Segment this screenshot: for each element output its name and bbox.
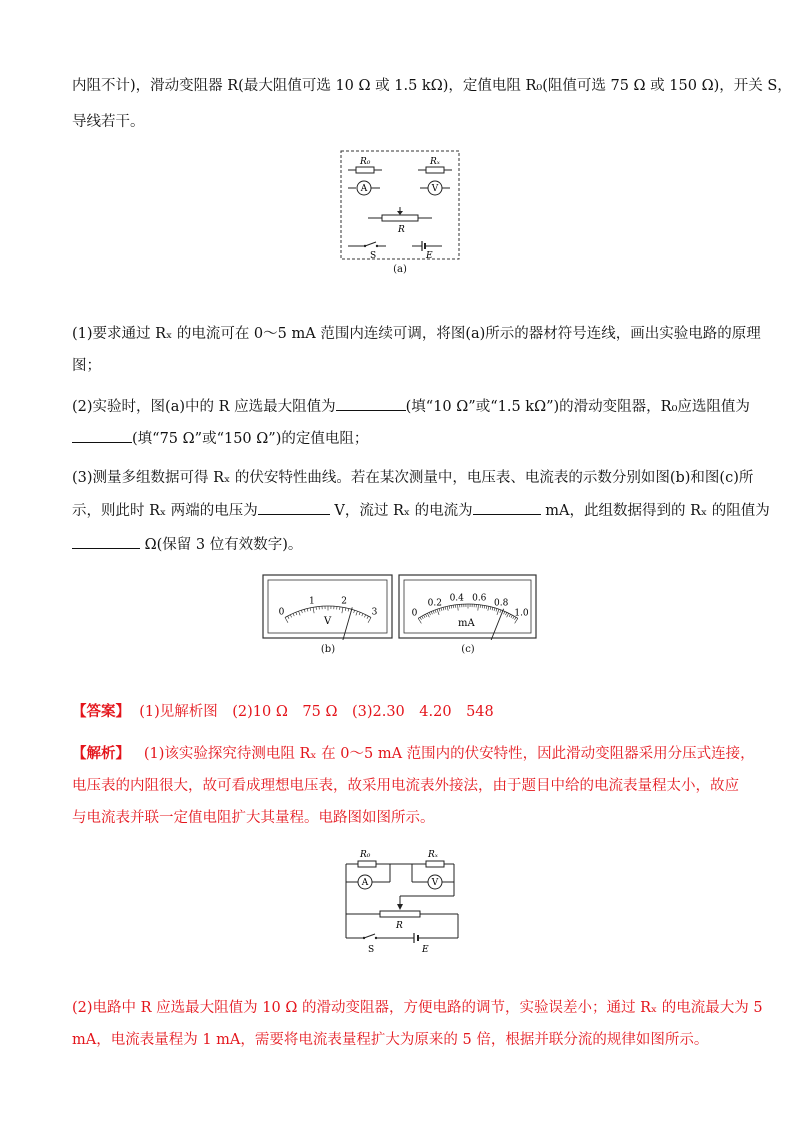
circuit-label-voltmeter: V [431, 878, 439, 888]
q2-line-2b: (填“75 Ω”或“150 Ω”)的定值电阻； [132, 431, 369, 447]
analysis-line-1 [72, 744, 755, 764]
analysis-label: 【解析】 [72, 745, 130, 762]
figure-b-caption: (b) [320, 644, 336, 655]
q2-line-2 [72, 428, 368, 449]
answer-label: 【答案】 [72, 703, 130, 720]
fig-c-unit: mA [458, 618, 475, 629]
fig-a-label-switch: S [370, 251, 377, 261]
fig-b-unit: V [324, 616, 332, 627]
circuit-label-battery: E [422, 945, 429, 955]
fig-c-tick-label: 0.8 [494, 598, 509, 609]
answer-line [72, 702, 494, 722]
q2-line-1 [72, 396, 750, 417]
intro-line-1: 内阻不计)，滑动变阻器 R(最大阻值可选 10 Ω 或 1.5 kΩ)，定值电阻 R₀(阻值可选 75 Ω 或 150 Ω)，开关 S， [72, 78, 792, 94]
fig-b-tick-label: 1 [308, 596, 315, 607]
answer-blank-current[interactable] [473, 500, 541, 515]
figure-c-caption: (c) [461, 644, 475, 655]
analysis2-line-1: (2)电路中 R 应选最大阻值为 10 Ω 的滑动变阻器，方便电路的调节，实验误差小；通过 Rₓ 的电流最大为 5 [72, 1000, 763, 1016]
q3-line-2c: mA，此组数据得到的 Rₓ 的阻值为 [545, 503, 770, 519]
fig-b-tick-label: 2 [341, 596, 348, 607]
answer-blank-r0[interactable] [72, 428, 132, 443]
analysis-line-3: 与电流表并联一定值电阻扩大其量程。电路图如图所示。 [72, 810, 435, 826]
answer-blank-voltage[interactable] [258, 500, 330, 515]
rheostat-icon [382, 215, 418, 221]
q3-line-3 [72, 534, 302, 555]
q2-line-1b: (填“10 Ω”或“1.5 kΩ”)的滑动变阻器，R₀应选阻值为 [405, 399, 750, 415]
fig-a-label-ammeter: A [360, 184, 368, 194]
circuit-label-switch: S [368, 945, 375, 955]
q1-line-2: 图； [72, 358, 101, 374]
q3-line-1: (3)测量多组数据可得 Rₓ 的伏安特性曲线。若在某次测量中，电压表、电流表的示数分别如图(b)和图(c)所 [72, 470, 754, 486]
analysis2-line-2: mA，电流表量程为 1 mA，需要将电流表量程扩大为原来的 5 倍，根据并联分流的规律如图所示。 [72, 1032, 709, 1048]
fig-c-tick-label: 0 [411, 608, 418, 619]
fig-c-tick-label: 0.4 [449, 593, 464, 604]
q3-line-2a: 示，则此时 Rₓ 两端的电压为 [72, 503, 258, 519]
analysis-text-1: (1)该实验探究待测电阻 Rₓ 在 0～5 mA 范围内的伏安特性，因此滑动变阻器采用分压式连接， [143, 746, 755, 762]
q3-line-3b: Ω(保留 3 位有效数字)。 [144, 537, 303, 553]
q1-line-1: (1)要求通过 Rₓ 的电流可在 0～5 mA 范围内连续可调，将图(a)所示的器材符号连线，画出实验电路的原理 [72, 326, 761, 342]
fig-b-tick-label: 0 [278, 607, 285, 618]
answer-blank-resistance[interactable] [72, 534, 140, 549]
circuit-label-rheostat: R [396, 921, 403, 931]
answer-text: (1)见解析图 (2)10 Ω 75 Ω (3)2.30 4.20 548 [139, 704, 494, 720]
circuit-label-ammeter: A [361, 878, 369, 888]
circuit-diagram [330, 846, 464, 958]
fig-a-label-rx: Rₓ [430, 157, 440, 167]
answer-blank-r[interactable] [336, 396, 406, 411]
figure-b-voltmeter [262, 574, 394, 640]
q3-line-2 [72, 500, 770, 521]
fig-a-label-voltmeter: V [431, 184, 439, 194]
fig-c-tick-label: 0.2 [427, 598, 442, 609]
q2-line-1a: (2)实验时，图(a)中的 R 应选最大阻值为 [72, 399, 336, 415]
switch-icon [365, 242, 376, 246]
intro-line-2: 导线若干。 [72, 114, 145, 130]
q3-line-2b: V，流过 Rₓ 的电流为 [334, 503, 473, 519]
fig-c-tick-label: 1.0 [514, 608, 529, 619]
fig-a-label-r0: R₀ [360, 157, 371, 167]
circuit-label-rx: Rₓ [428, 850, 438, 860]
circuit-label-r0: R₀ [360, 850, 371, 860]
fig-b-tick-label: 3 [371, 607, 378, 618]
fig-a-label-rheostat: R [398, 225, 405, 235]
figure-c-ammeter [398, 574, 538, 640]
fig-c-tick-label: 0.6 [472, 593, 487, 604]
figure-a-components [340, 150, 462, 262]
fig-a-label-battery: E [426, 251, 433, 261]
analysis-line-2: 电压表的内阻很大，故可看成理想电压表，故采用电流表外接法，由于题目中给的电流表量程太小，故应 [72, 778, 739, 794]
figure-a-caption: (a) [393, 264, 407, 275]
